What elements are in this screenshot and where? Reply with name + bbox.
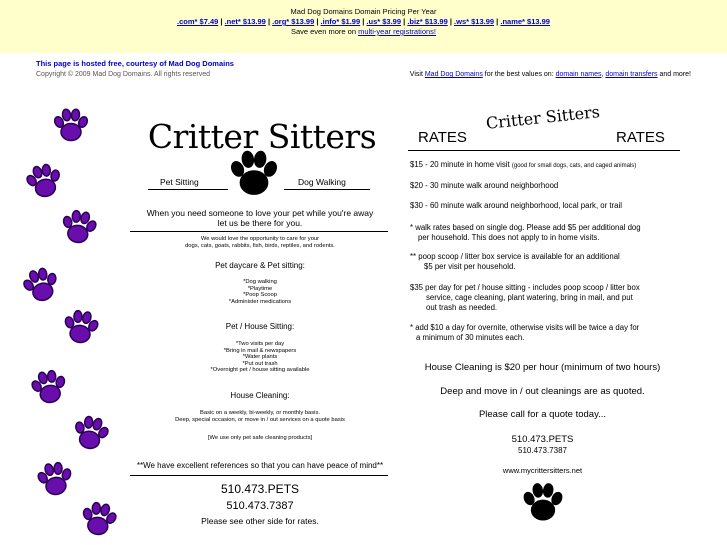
banner-title: Mad Dog Domains Domain Pricing Per Year [290,7,437,16]
price-link-com[interactable]: .com* $7.49 [177,17,219,26]
price-link-org[interactable]: .org* $13.99 [272,17,315,26]
deep-cleaning-note: Deep and move in / out cleanings are as quoted. [440,386,645,397]
divider [130,231,388,232]
pet-safe-note: [We use only pet safe cleaning products] [207,435,313,441]
list-item: *Poop Scoop [243,292,277,299]
intro-line: dogs, cats, goats, rabbits, fish, birds, reptiles, and rodents. [185,242,335,249]
rate-line: out trash as needed. [426,303,498,312]
list-item: *Dog walking [243,279,277,285]
list-item: *Administer medications [228,298,292,305]
flyer-rates [405,100,685,545]
rate-line: $35 per day for pet / house sitting - includes poop scoop / litter box [410,283,640,292]
price-link-net[interactable]: .net* $13.99 [224,17,266,26]
references-note: **We have excellent references so that you can have peace of mind** [136,461,384,470]
phone-letters: 510.473.PETS [511,434,574,445]
price-link-name[interactable]: .name* $13.99 [500,17,550,26]
visit-notice: Visit Mad Dog Domains for the best values on: domain names, domain transfers and more! [409,71,691,78]
service-pet-sitting: Pet Sitting [160,177,199,187]
price-link-us[interactable]: .us* $3.99 [366,17,402,26]
house-sitting-heading: Pet / House Sitting: [225,322,295,331]
divider [130,475,388,476]
tagline [120,208,400,228]
paw-print-icon [25,162,63,200]
house-cleaning-rate: House Cleaning is $20 per hour (minimum of two hours) [424,362,661,373]
paw-print-icon [22,266,60,304]
visit-mid: for the best values on: [482,71,556,78]
price-link-info[interactable]: .info* $1.99 [320,17,361,26]
rate-house-sitting [410,283,685,313]
note-line: a minimum of 30 minutes each. [416,333,525,342]
intro-line: We would love the opportunity to care for your [200,236,320,242]
see-other-side: Please see other side for rates. [201,516,319,526]
rates-heading-right: RATES [616,129,665,146]
note-line: ** poop scoop / litter box service is available for an additional [410,252,620,261]
quote-call: Please call for a quote today... [478,409,607,420]
house-sitting-list [120,341,400,374]
list-item: *Playtime [247,285,273,292]
savings-text: Save even more on [290,27,359,36]
poop-scoop-note [410,252,685,272]
cleaning-text [120,410,400,423]
paw-print-icon [36,460,74,498]
paw-print-icon [521,480,565,524]
hosted-notice: This page is hosted free, courtesy of Mad Dog Domains [36,59,234,68]
paw-print-decoration [0,90,120,545]
intro-text [120,236,400,249]
note-line: * walk rates based on single dog. Please add $5 per additional dog [410,223,641,232]
rates-heading-left: RATES [418,129,467,146]
banner-savings [0,27,727,37]
mad-dog-domains-link[interactable]: Mad Dog Domains [424,71,483,78]
phone-letters: 510.473.PETS [220,482,300,496]
critter-sitters-logo-small: Critter Sitters [485,102,601,133]
price-link-ws[interactable]: .ws* $13.99 [454,17,495,26]
domain-names-link[interactable]: domain names [555,71,602,78]
rate-note: (good for small dogs, cats, and caged animals) [511,163,637,169]
copyright-text: Copyright © 2009 Mad Dog Domains. All rights reserved [36,71,211,78]
paw-print-icon [60,208,98,246]
note-line: $5 per visit per household. [424,262,516,271]
large-paw-icon [228,147,280,199]
phone-digits: 510.473.7387 [518,446,567,455]
divider [148,189,228,190]
rate-30-minute-walk: $20 - 30 minute walk around neighborhood [410,181,559,190]
paw-print-icon [62,308,100,346]
website-text: www.mycrittersitters.net [502,466,583,475]
rate-in-home-visit [410,160,685,171]
domain-transfers-link[interactable]: domain transfers [605,71,658,78]
note-line: * add $10 a day for overnite, otherwise visits will be twice a day for [410,323,640,332]
rate-line: service, cage cleaning, plant watering, bring in mail, and put [426,293,633,302]
rate-60-minute-walk: $30 - 60 minute walk around neighborhood, local park, or trail [410,201,622,210]
phone-digits: 510.473.7387 [226,500,294,512]
paw-print-icon [52,106,90,144]
cleaning-line: Deep, special occasion, or move in / out services on a quote basis [175,416,345,423]
note-line: per household. This does not apply to in home visits. [418,233,600,242]
list-item: *Overnight pet / house sitting available [210,367,310,374]
rate-text: $15 - 20 minute in home visit [410,160,510,169]
price-link-biz[interactable]: .biz* $13.99 [407,17,448,26]
banner-price-list: .com* $7.49 | .net* $13.99 | .org* $13.99 | .info* $1.99 | .us* $3.99 | .biz* $13.99 | .ws* $13.99 | .name* $13.99 [177,17,550,26]
paw-print-icon [72,414,110,452]
house-cleaning-heading: House Cleaning: [230,391,290,400]
visit-suffix: and more! [657,71,691,78]
walk-rate-note [410,223,685,243]
overnight-note [410,323,685,343]
list-item: *Bring in mail & newspapers [223,347,297,354]
tagline-line: let us be there for you. [217,218,303,228]
critter-sitters-logo: Critter Sitters [147,117,377,156]
daycare-heading: Pet daycare & Pet sitting: [215,261,305,270]
divider [408,150,680,151]
paw-print-icon [30,368,68,406]
list-item: *Two visits per day [235,341,285,347]
divider [284,189,370,190]
list-item: *Put out trash [242,360,278,367]
paw-print-icon [80,500,118,538]
visit-prefix: Visit [409,71,425,78]
flyer-front [120,95,400,545]
tagline-line: When you need someone to love your pet while you're away [146,208,374,218]
cleaning-line: Basic on a weekly, bi-weekly, or monthly basis. [200,410,320,416]
daycare-list [120,279,400,305]
multi-year-link[interactable]: multi-year registrations! [358,27,437,36]
service-dog-walking: Dog Walking [298,177,346,187]
domain-pricing-banner [0,0,727,53]
list-item: *Water plants [242,354,278,361]
